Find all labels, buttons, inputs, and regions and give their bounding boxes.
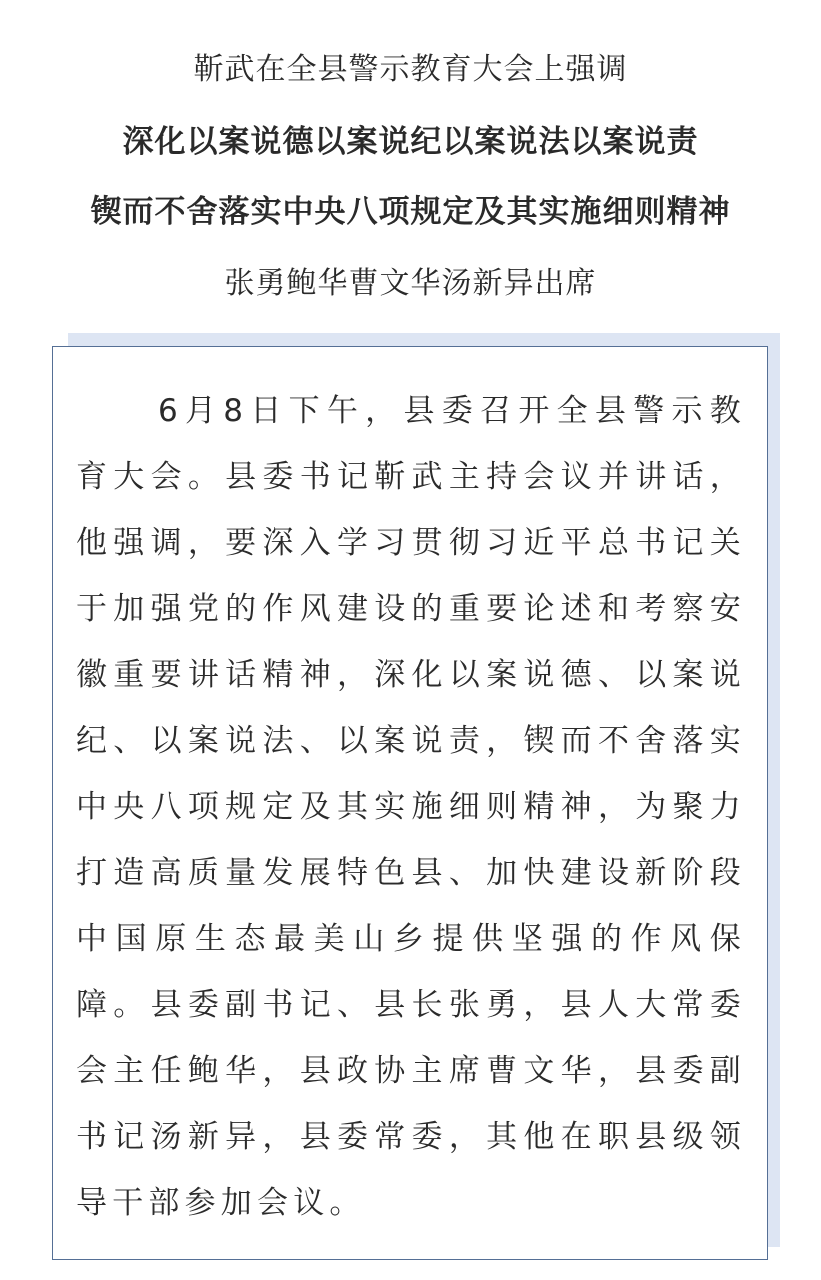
- article-box: [52, 346, 768, 1260]
- headline-main-line-2: 锲而不舍落实中央八项规定及其实施细则精神: [90, 194, 731, 230]
- article-paragraph: 6月8日下午，县委召开全县警示教育大会。县委书记靳武主持会议并讲话，他强调，要深入学习贯彻习近平总书记关于加强党的作风建设的重要论述和考察安徽重要讲话精神，深化以案说德、以案说纪、以案说法、以案说责，锲而不舍落实中央八项规定及其实施细则精神，为聚力打造高质量发展特色县、加快建设新阶段中国原生态最美山乡提供坚强的作风保障。县委副书记、县长张勇，县人大常委会主任鲍华，县政协主席曹文华，县委副书记汤新异，县委常委，其他在职县级领导干部参加会议。: [76, 393, 746, 1221]
- headline-attendees: 张勇鲍华曹文华汤新异出席: [224, 266, 597, 301]
- headline-lead: 靳武在全县警示教育大会上强调: [193, 52, 628, 87]
- headline-main-line-1: 深化以案说德以案说纪以案说法以案说责: [122, 124, 699, 160]
